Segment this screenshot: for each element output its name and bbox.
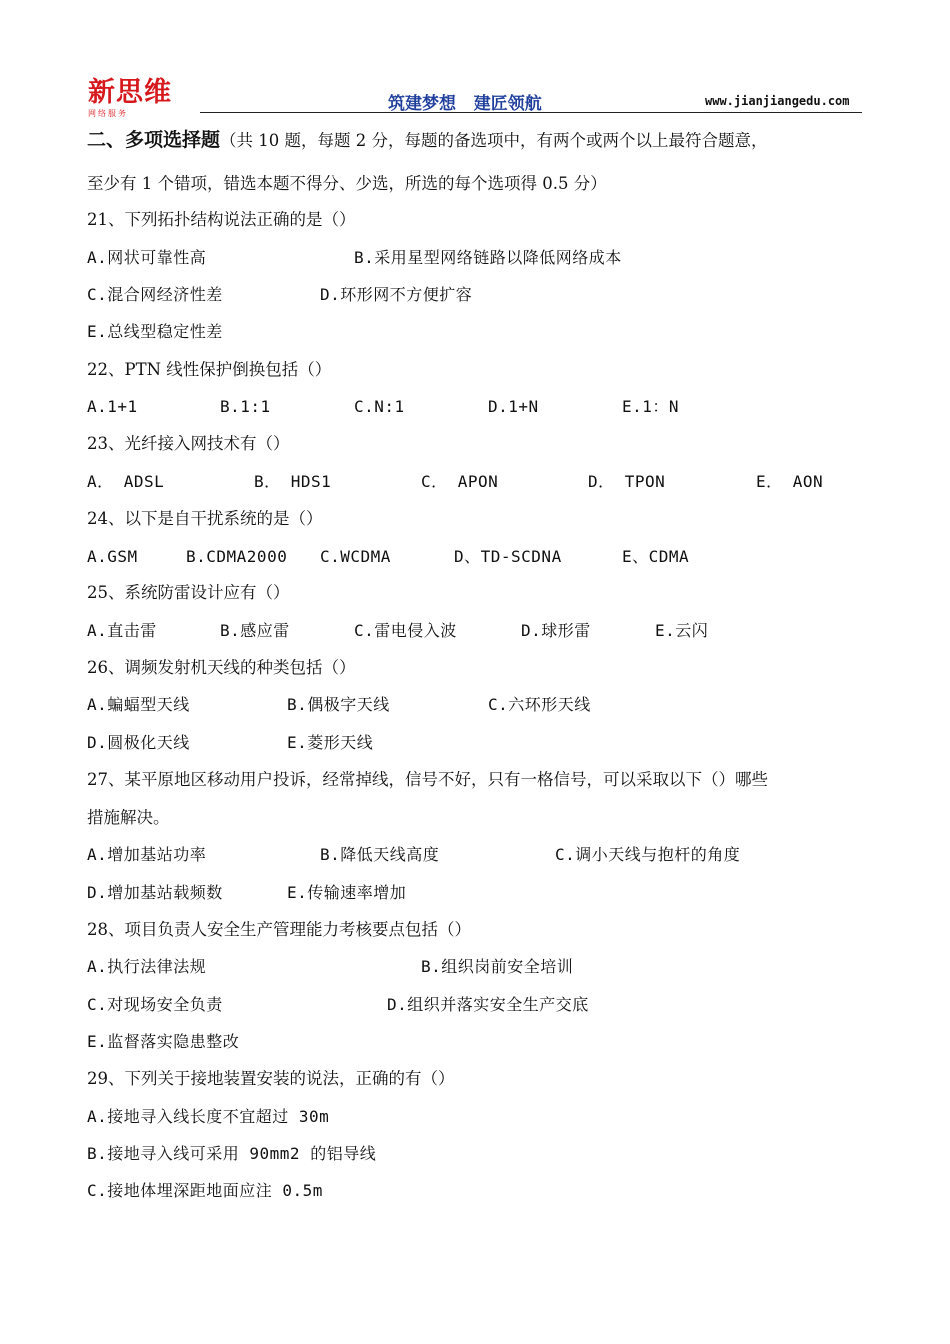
option-25-c: C.雷电侵入波 [354, 621, 457, 640]
option-24-d: D、TD-SCDNA [454, 547, 562, 566]
option-27-e: E.传输速率增加 [287, 883, 407, 902]
option-23-c: C． APON [421, 472, 499, 491]
option-27-c: C.调小天线与抱杆的角度 [555, 845, 741, 864]
option-25-d: D.球形雷 [521, 621, 591, 640]
question-22-stem: 22、PTN 线性保护倒换包括（） [87, 360, 332, 379]
section-note-line1: （共 10 题，每题 2 分，每题的备选项中，有两个或两个以上最符合题意， [220, 131, 768, 150]
option-24-c: C.WCDMA [320, 547, 391, 566]
option-24-a: A.GSM [87, 547, 138, 566]
option-21-d: D.环形网不方便扩容 [320, 285, 473, 304]
header-url: www.jianjiangedu.com [705, 94, 850, 108]
option-29-a: A.接地寻入线长度不宜超过 30m [87, 1107, 330, 1126]
question-28-stem: 28、项目负责人安全生产管理能力考核要点包括（） [87, 920, 471, 939]
option-23-d: D． TPON [588, 472, 666, 491]
header-divider [200, 112, 862, 113]
option-26-d: D.圆极化天线 [87, 733, 190, 752]
question-24-stem: 24、以下是自干扰系统的是（） [87, 509, 323, 528]
section-heading [87, 129, 768, 152]
section-note-line2: 至少有 1 个错项，错选本题不得分、少选，所选的每个选项得 0.5 分） [87, 174, 607, 193]
option-23-a: A． ADSL [87, 472, 165, 491]
question-23-stem: 23、光纤接入网技术有（） [87, 434, 290, 453]
option-28-c: C.对现场安全负责 [87, 995, 223, 1014]
option-24-b: B.CDMA2000 [186, 547, 288, 566]
question-26-stem: 26、调频发射机天线的种类包括（） [87, 658, 356, 677]
option-21-b: B.采用星型网络链路以降低网络成本 [354, 248, 622, 267]
option-27-b: B.降低天线高度 [320, 845, 440, 864]
option-22-c: C.N:1 [354, 397, 405, 416]
option-26-e: E.菱形天线 [287, 733, 374, 752]
logo-subtext: 网络服务 [88, 109, 128, 118]
option-26-b: B.偶极字天线 [287, 695, 390, 714]
question-27-stem-line1: 27、某平原地区移动用户投诉，经常掉线，信号不好，只有一格信号，可以采取以下（）哪些 [87, 770, 768, 789]
brand-logo [88, 78, 200, 119]
option-28-e: E.监督落实隐患整改 [87, 1032, 240, 1051]
option-21-e: E.总线型稳定性差 [87, 322, 223, 341]
option-25-a: A.直击雷 [87, 621, 157, 640]
option-25-e: E.云闪 [655, 621, 709, 640]
question-27-stem-line2: 措施解决。 [87, 808, 170, 827]
option-25-b: B.感应雷 [220, 621, 290, 640]
option-29-b: B.接地寻入线可采用 90mm2 的铝导线 [87, 1144, 377, 1163]
option-22-a: A.1+1 [87, 397, 138, 416]
question-29-stem: 29、下列关于接地装置安装的说法，正确的有（） [87, 1069, 455, 1088]
logo-text: 新思维 [88, 77, 172, 108]
option-27-a: A.增加基站功率 [87, 845, 207, 864]
option-29-c: C.接地体埋深距地面应注 0.5m [87, 1181, 323, 1200]
option-26-c: C.六环形天线 [488, 695, 591, 714]
option-28-a: A.执行法律法规 [87, 957, 207, 976]
option-22-d: D.1+N [488, 397, 539, 416]
option-21-c: C.混合网经济性差 [87, 285, 223, 304]
option-21-a: A.网状可靠性高 [87, 248, 207, 267]
option-24-e: E、CDMA [622, 547, 690, 566]
header-slogan: 筑建梦想 建匠领航 [388, 94, 542, 114]
option-22-e: E.1：N [622, 397, 680, 416]
option-27-d: D.增加基站载频数 [87, 883, 223, 902]
question-21-stem: 21、下列拓扑结构说法正确的是（） [87, 210, 356, 229]
option-23-e: E． AON [756, 472, 824, 491]
option-23-b: B． HDS1 [254, 472, 332, 491]
section-title: 二、多项选择题 [87, 129, 221, 151]
option-28-b: B.组织岗前安全培训 [421, 957, 574, 976]
option-28-d: D.组织并落实安全生产交底 [387, 995, 589, 1014]
option-22-b: B.1:1 [220, 397, 271, 416]
question-25-stem: 25、系统防雷设计应有（） [87, 583, 290, 602]
option-26-a: A.蝙蝠型天线 [87, 695, 190, 714]
